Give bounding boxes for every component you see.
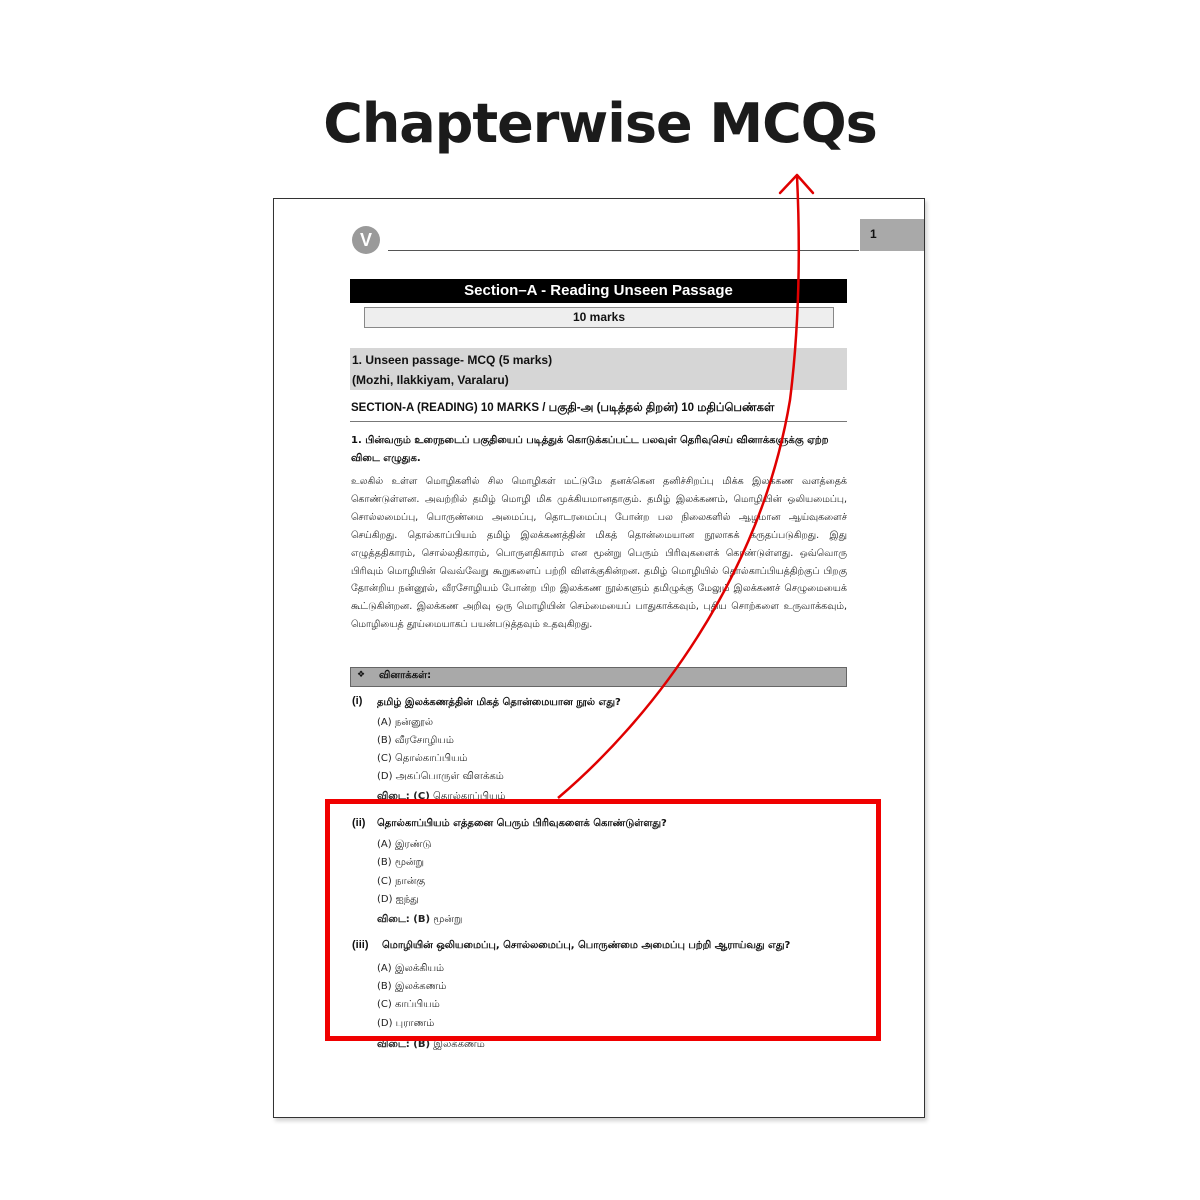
question-text: மொழியின் ஒலியமைப்பு, சொல்லமைப்பு, பொருண்மை அமைப்பு பற்றி ஆராய்வது எது? [382,940,791,951]
question-number: (iii) [352,939,369,951]
option: (D) அகப்பொருள் விளக்கம் [377,771,504,782]
section-title-bar: Section–A - Reading Unseen Passage [350,279,847,303]
option: (D) ஐந்து [377,894,419,905]
answer-label: விடை: (C) [377,791,430,802]
answer-label: விடை: (B) [377,1039,431,1050]
instruction-text: 1. பின்வரும் உரைநடைப் பகுதியைப் படித்துக் கொடுக்கப்பட்ட பலவுள் தெரிவுசெய் வினாக்களுக்கு ஏற்ற விடை எழுதுக. [351,435,829,464]
option: (C) காப்பியம் [377,999,440,1010]
unseen-title: 1. Unseen passage- MCQ (5 marks) [352,353,553,367]
answer-label: விடை: (B) [377,914,431,925]
option: (D) புராணம் [377,1018,435,1029]
question-text: தொல்காப்பியம் எத்தனை பெரும் பிரிவுகளைக் கொண்டுள்ளது? [377,818,667,829]
option: (B) வீரசோழியம் [377,735,454,746]
answer-value: தொல்காப்பியம் [432,791,506,802]
v-logo-icon: V [352,226,380,254]
passage-text: உலகில் உள்ள மொழிகளில் சில மொழிகள் மட்டுமே தனக்கென தனிச்சிறப்பு மிக்க இலக்கண வளத்தைக் கொண்டுள்ளன. அவற்றில் தமிழ் மொழி மிக முக்கியமானதாகும். தமிழ் இலக்கணம், மொழியின் ஒலியமைப்பு, சொல்லமைப்பு, பொருண்மை அமைப்பு, தொடரமைப்பு போன்ற பல நிலைகளில் ஆழமான ஆய்வுகளைச் செய்கிறது. தொல்காப்பியம் தமிழ் இலக்கணத்தின் மிகத் தொன்மையான நூலாகக் கருதப்படுகிறது. இது எழுத்ததிகாரம், சொல்லதிகாரம், பொருளதிகாரம் என மூன்று பெரும் பிரிவுகளைக் கொண்டுள்ளது. ஒவ்வொரு பிரிவும் மொழியின் வெவ்வேறு கூறுகளைப் பற்றி விளக்குகின்றன. தமிழ் மொழியில் தொல்காப்பியத்திற்குப் பிறகு தோன்றிய நன்னூல், வீரசோழியம் போன்ற பிற இலக்கண நூல்களும் தமிழுக்கு மேலும் இலக்கணச் செழுமையைக் கூட்டுகின்றன. இலக்கண அறிவு ஒரு மொழியின் செம்மையைப் பாதுகாக்கவும், புதிய சொற்களை உருவாக்கவும், மொழியைத் தூய்மையாகப் பயன்படுத்தவும் உதவுகிறது. [351,476,847,631]
option: (B) மூன்று [377,857,424,868]
option: (B) இலக்கணம் [377,981,447,992]
page-number: 1 [870,227,877,241]
question-text: தமிழ் இலக்கணத்தின் மிகத் தொன்மையான நூல் எது? [377,697,621,708]
option: (A) இரண்டு [377,839,432,850]
answer-value: இலக்கணம் [433,1039,485,1050]
unseen-subtitle: (Mozhi, Ilakkiyam, Varalaru) [352,373,509,387]
section-a-heading: SECTION-A (READING) 10 MARKS / பகுதி-அ (படித்தல் திறன்) 10 மதிப்பெண்கள் [351,402,775,414]
option: (A) நன்னூல் [377,717,434,728]
answer-value: மூன்று [433,914,463,925]
option: (C) நான்கு [377,876,426,887]
questions-heading: வினாக்கள்: [379,670,432,681]
question-number: (ii) [352,817,366,829]
marks-box: 10 marks [364,307,834,328]
option: (C) தொல்காப்பியம் [377,753,468,764]
option: (A) இலக்கியம் [377,963,445,974]
question-number: (i) [352,695,363,707]
headline: Chapterwise MCQs [323,92,877,155]
diamond-bullet-icon: ❖ [357,670,366,680]
